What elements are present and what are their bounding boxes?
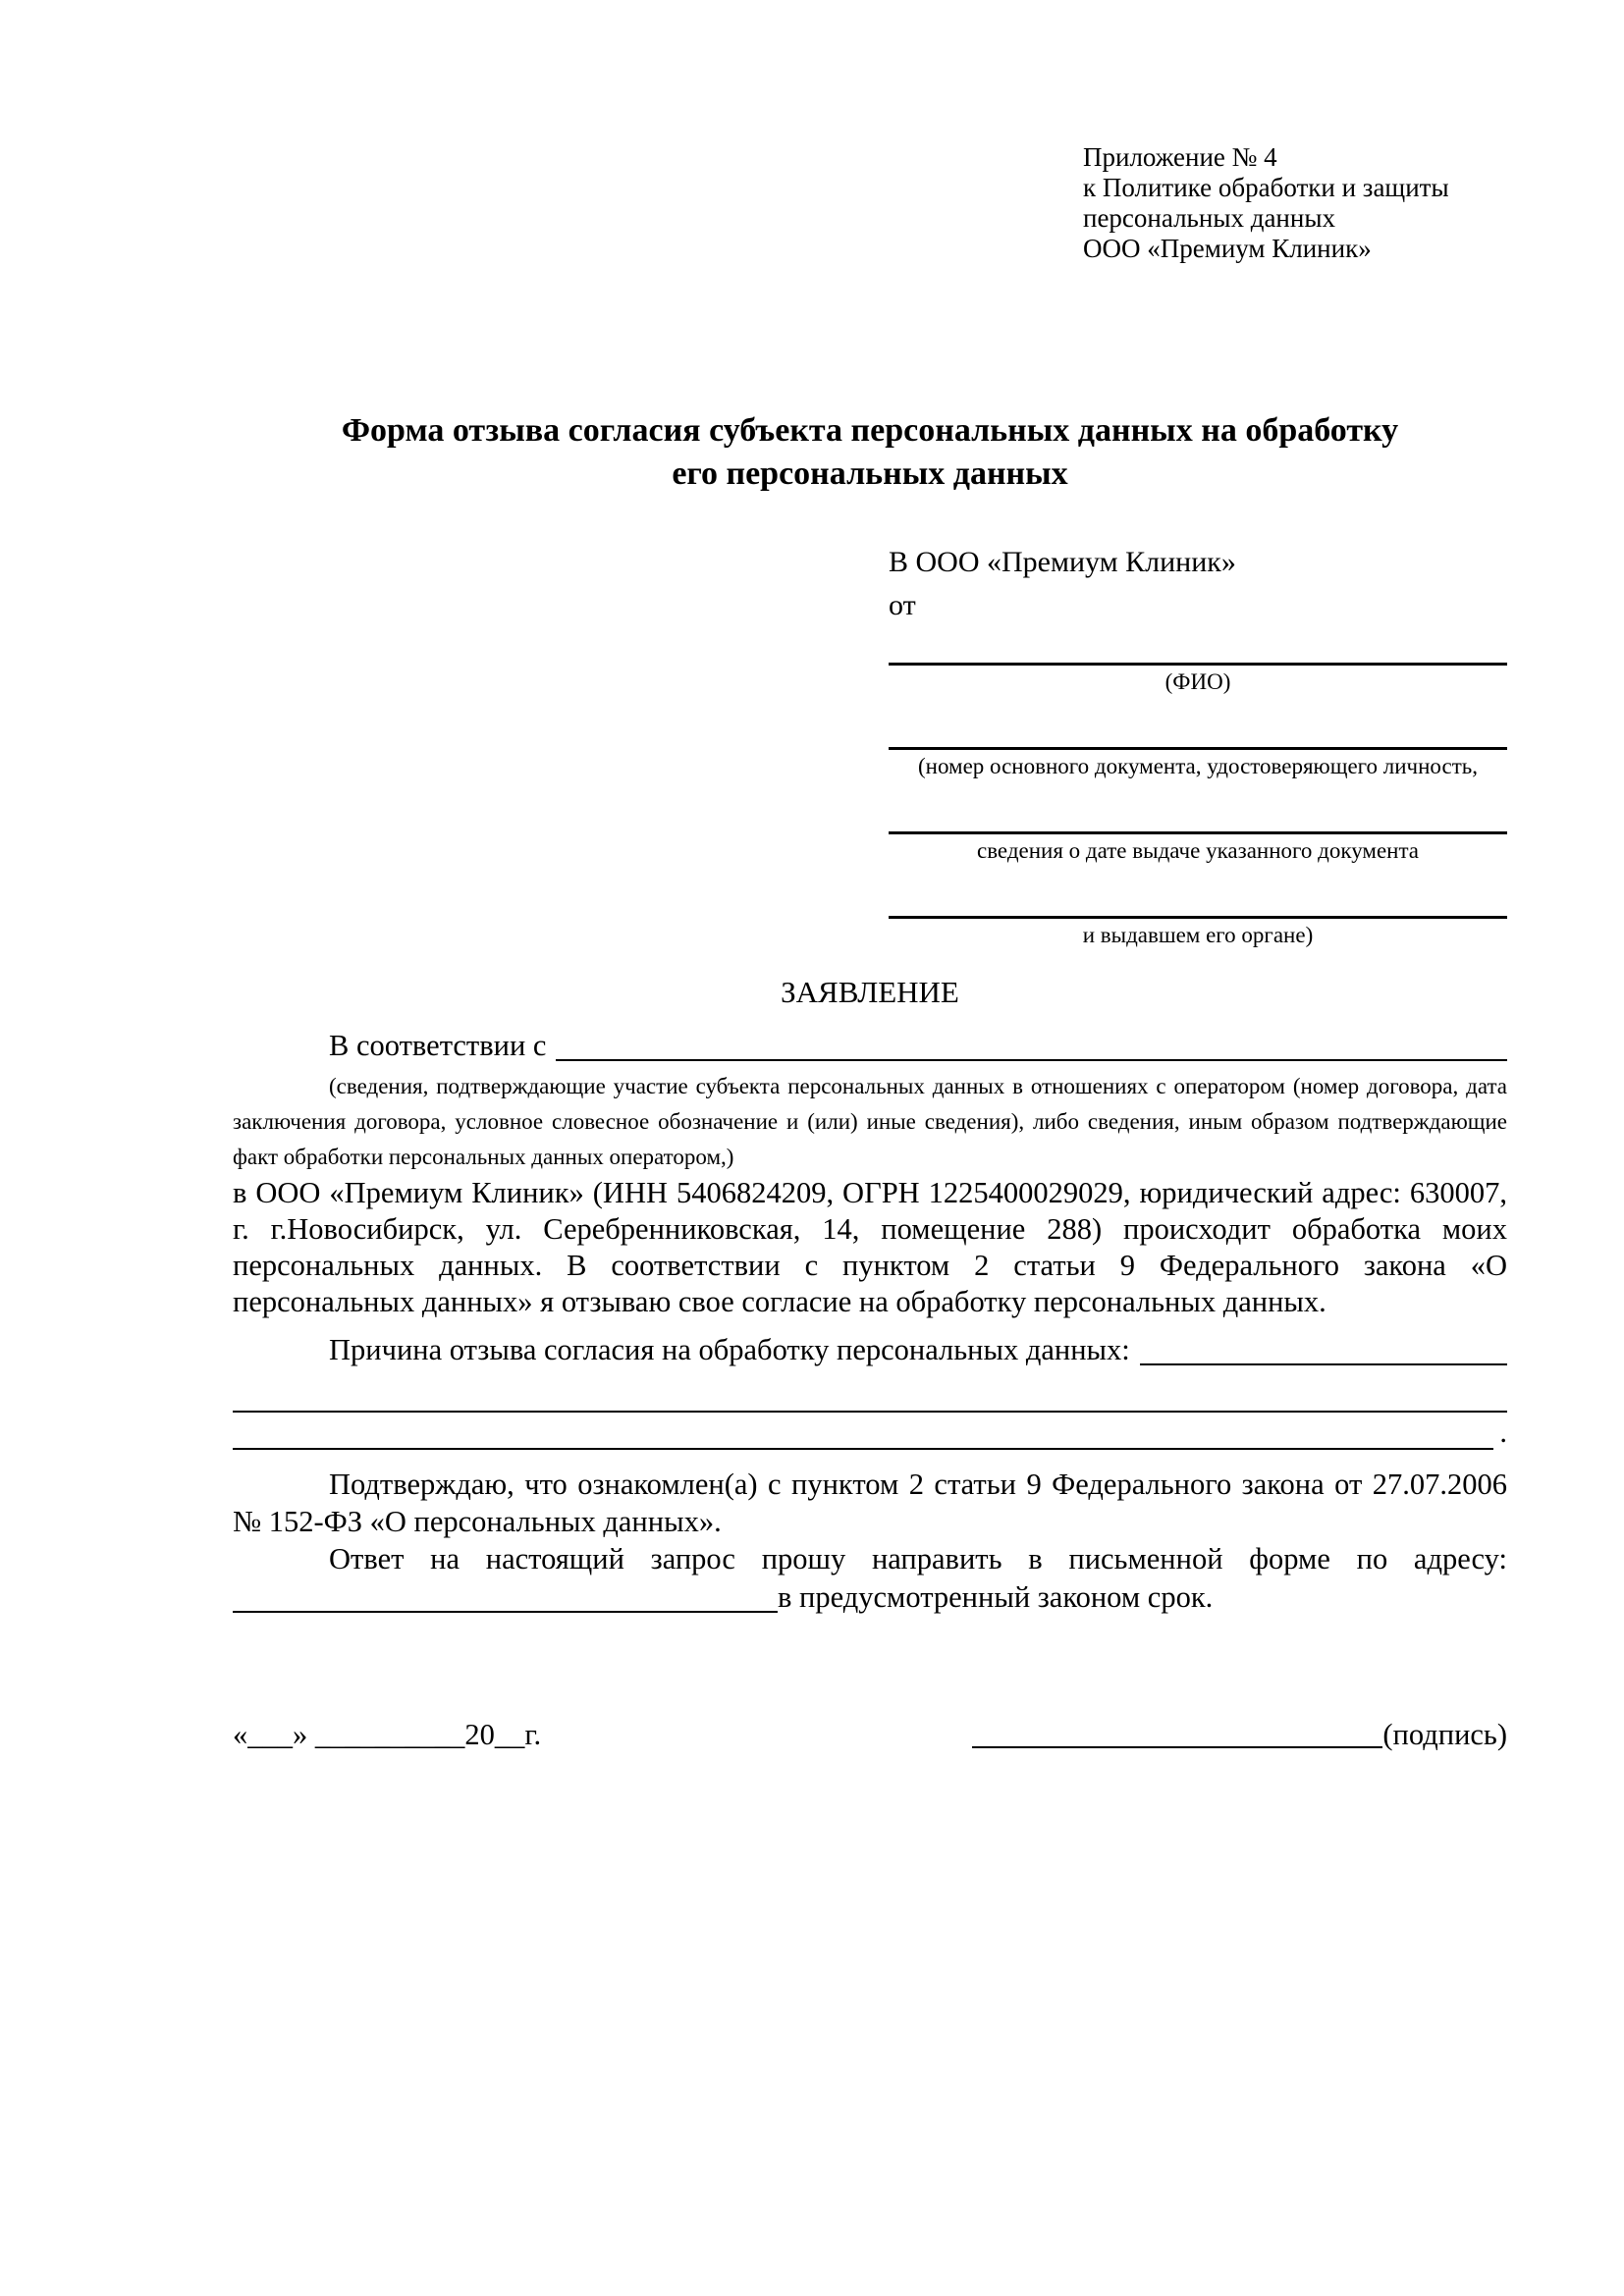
document-title-line: его персональных данных <box>672 455 1068 492</box>
issue-date-caption: сведения о дате выдаче указанного документа <box>976 838 1420 863</box>
appendix-header-line: к Политике обработки и защиты <box>1083 173 1449 202</box>
accordance-input-line[interactable] <box>556 1059 1507 1061</box>
issuing-authority-caption: и выдавшем его органе) <box>1082 923 1314 947</box>
reason-input-line[interactable] <box>1140 1363 1507 1365</box>
accordance-lead: В соответствии с <box>329 1029 547 1062</box>
reason-terminator: . <box>1499 1415 1507 1449</box>
addressee-to: В ООО «Премиум Клиник» <box>889 546 1236 578</box>
reply-address-row <box>233 1577 1507 1617</box>
document-title-line: Форма отзыва согласия субъекта персональных данных на обработку <box>341 412 1399 449</box>
statement-heading: ЗАЯВЛЕНИЕ <box>781 975 959 1009</box>
signature-row <box>233 1715 1507 1754</box>
reason-continuation-line-2[interactable] <box>233 1448 1493 1450</box>
reason-lead: Причина отзыва согласия на обработку персональных данных: <box>329 1333 1130 1366</box>
addressee-from-label: от <box>889 589 916 621</box>
issuing-authority-input-line[interactable] <box>889 865 1507 919</box>
appendix-header-line: ООО «Премиум Клиник» <box>1083 234 1372 263</box>
appendix-header <box>1083 142 1507 264</box>
signature-caption: (подпись) <box>1382 1718 1507 1751</box>
body-paragraph: в ООО «Премиум Клиник» (ИНН 5406824209, ОГРН 1225400029029, юридический адрес: 630007, г. г.Новосибирск, ул. Серебренниковская, 14, помещение 288) происходит обработка моих персональных данных. В соответствии с пунктом 2 статьи 9 Федерального закона «О персональных данных» я отзываю свое согласие на обработку персональных данных. <box>233 1176 1507 1318</box>
reply-address-input-line[interactable] <box>233 1611 778 1613</box>
signature-group <box>972 1715 1507 1754</box>
issuing-authority-field <box>889 865 1507 949</box>
document-number-field <box>889 696 1507 780</box>
appendix-header-line: Приложение № 4 <box>1083 142 1277 172</box>
accordance-note: (сведения, подтверждающие участие субъекта персональных данных в отношениях с оператором (номер договора, дата заключения договора, условное словесное обозначение и (или) иные сведения), либо сведения, иным образом подтверждающие факт обработки персональных данных оператором,) <box>233 1074 1507 1169</box>
issue-date-input-line[interactable] <box>889 780 1507 834</box>
date-blank[interactable]: «___» __________20__г. <box>233 1718 542 1751</box>
reply-tail: в предусмотренный законом срок. <box>778 1580 1214 1614</box>
reason-continuation-row-2 <box>233 1413 1507 1450</box>
issue-date-field <box>889 780 1507 865</box>
document-title <box>233 409 1507 496</box>
document-number-input-line[interactable] <box>889 696 1507 750</box>
appendix-header-line: персональных данных <box>1083 203 1335 233</box>
confirmation-paragraph: Подтверждаю, что ознакомлен(а) с пунктом 2 статьи 9 Федерального закона от 27.07.2006 № 152-ФЗ «О персональных данных». <box>233 1468 1507 1538</box>
accordance-row <box>233 1026 1507 1065</box>
addressee-block <box>889 541 1507 949</box>
signature-input-line[interactable] <box>972 1746 1382 1748</box>
fio-input-line[interactable] <box>889 627 1507 666</box>
reply-lead-paragraph: Ответ на настоящий запрос прошу направить в письменной форме по адресу: <box>329 1542 1507 1575</box>
fio-caption: (ФИО) <box>1164 669 1231 694</box>
fio-field <box>889 627 1507 696</box>
reason-row <box>233 1330 1507 1369</box>
document-number-caption: (номер основного документа, удостоверяющего личность, <box>917 754 1478 778</box>
reason-continuation-line-1[interactable] <box>233 1369 1507 1413</box>
